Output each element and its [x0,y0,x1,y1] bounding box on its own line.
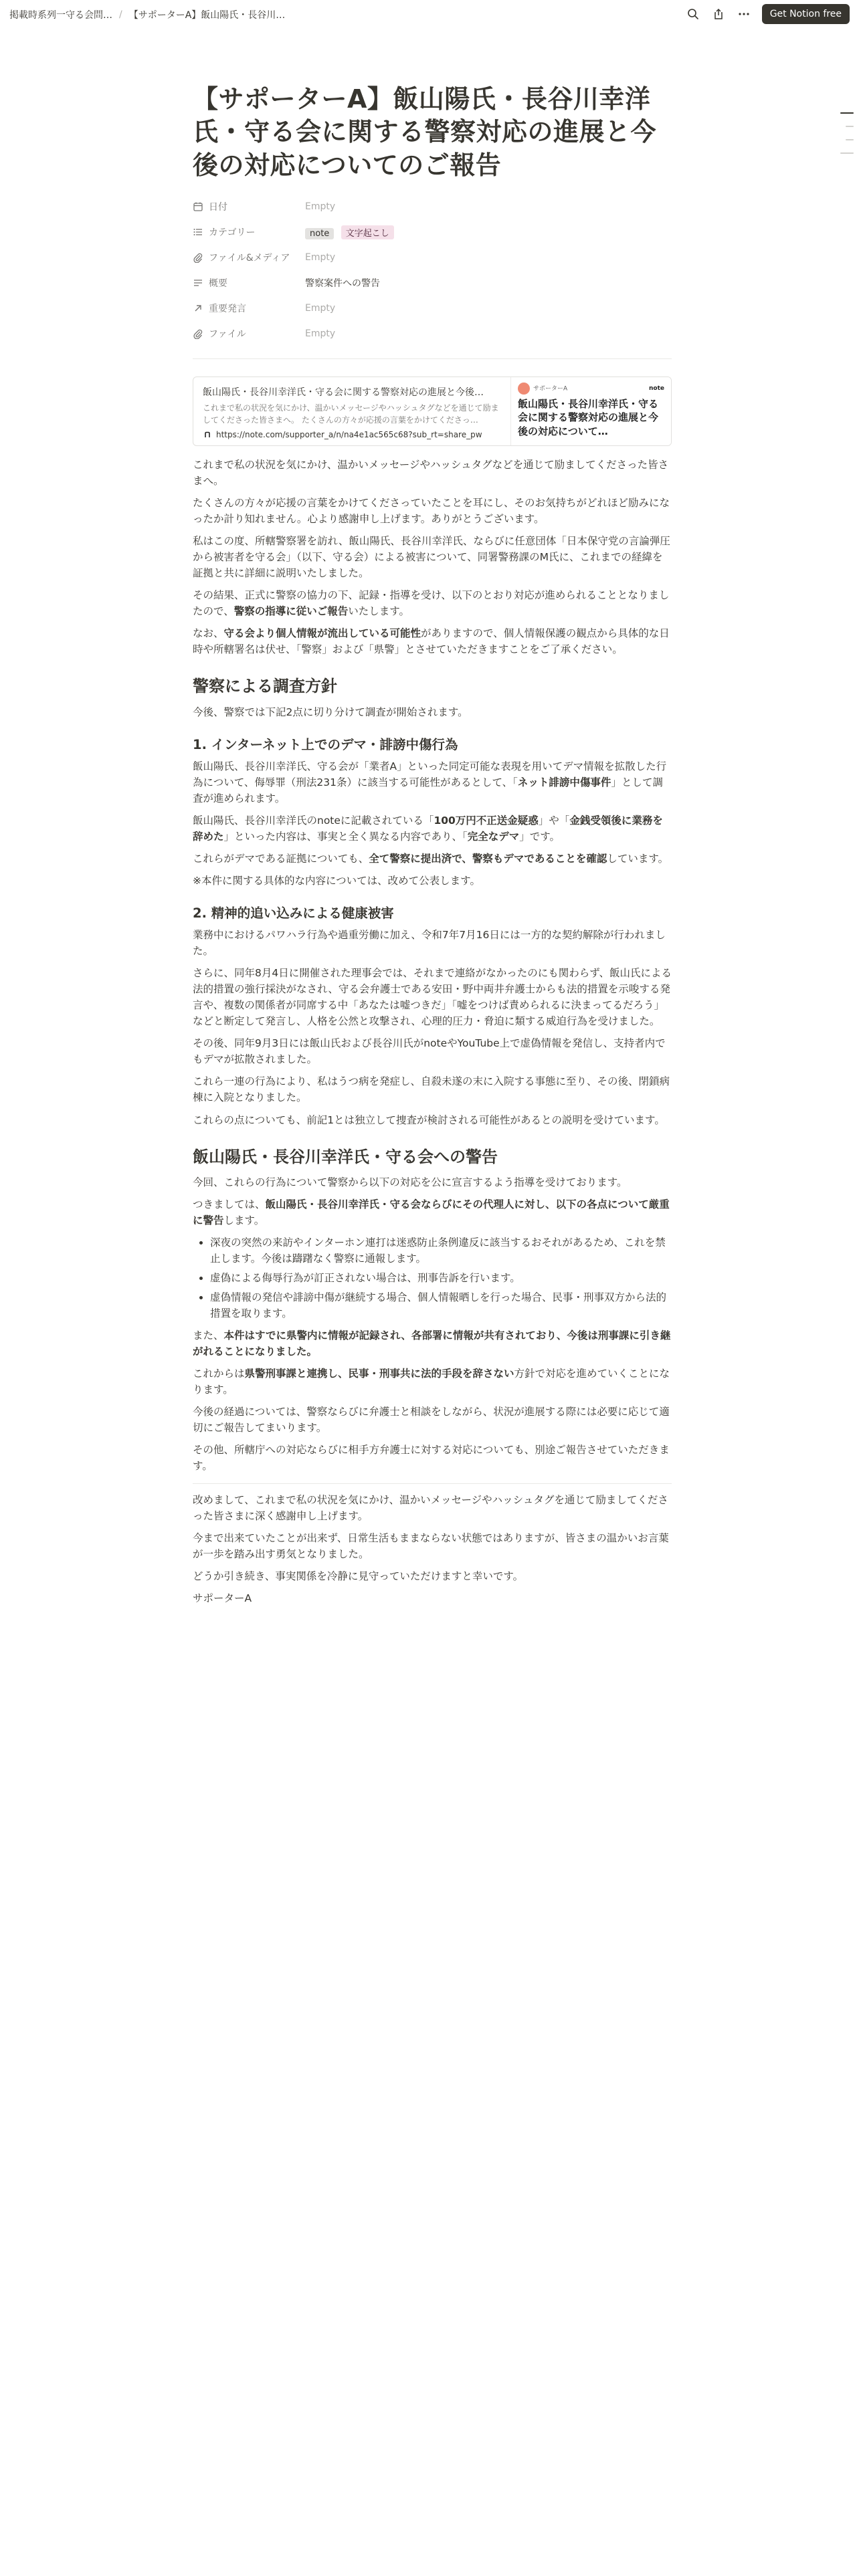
bookmark-url: https://note.com/supporter_a/n/na4e1ac565c68?sub_rt=share_pw [216,430,482,440]
bookmark-title: 飯山陽氏・長谷川幸洋氏・守る会に関する警察対応の進展と今後… [203,387,484,399]
property-label: ファイル [209,329,246,340]
paragraph: 今まで出来ていたことが出来ず、日常生活もままならない状態ではありますが、皆さまの温かいお言葉が一歩を踏み出す勇気となりました。 [193,1531,669,1560]
property-label: 日付 [209,202,227,213]
property-value: Empty [305,201,336,213]
paragraph: また、本件はすでに県警内に情報が記録され、各部署に情報が共有されており、今後は刑事課に引き継がれることになりました。 [193,1329,671,1358]
paragraph: その後、同年9月3日には飯山氏および長谷川氏がnoteやYouTube上で虚偽情報を発信し、支持者内でもデマが拡散されました。 [193,1037,666,1066]
property-files-media[interactable] [193,245,672,270]
calendar-icon [193,201,203,212]
property-label: 重要発言 [209,304,246,315]
list-item: • 虚偽情報の発信や誹謗中傷が継続する場合、個人情報晒しを行った場合、民事・刑事双方から法的措置を取ります。 [210,1289,672,1321]
paperclip-icon [193,252,203,263]
thumbnail-author: サポーターA [533,385,568,393]
more-icon[interactable] [734,4,754,24]
text-icon [193,278,203,288]
property-value: Empty [305,328,336,340]
page-content [193,83,672,1612]
bookmark-thumbnail [510,377,671,445]
paragraph: たくさんの方々が応援の言葉をかけてくださっていたことを耳にし、そのお気持ちがどれほど励みになったか計り知れません。心より感謝申し上げます。ありがとうございます。 [193,497,670,526]
note-logo: note [649,385,664,393]
warning-list [193,1235,672,1321]
list-icon [193,227,203,237]
paragraph: ※本件に関する具体的な内容については、改めて公表します。 [193,874,480,887]
paperclip-icon [193,328,203,339]
divider [193,1483,672,1484]
list-item: • 虚偽による侮辱行為が訂正されない場合は、刑事告訴を行います。 [210,1270,672,1286]
property-label: カテゴリー [209,227,256,239]
paragraph: 今回、これらの行為について警察から以下の対応を公に宣言するよう指導を受けております。 [193,1176,628,1188]
property-value: 警察案件への警告 [305,278,380,290]
paragraph: これらがデマである証拠についても、全て警察に提出済で、警察もデマであることを確認しています。 [193,852,669,865]
heading-investigation: 警察による調査方針 [193,677,337,696]
tag-transcription[interactable]: 文字起こし [341,225,394,239]
toc-marker[interactable] [846,126,854,127]
toc-marker[interactable] [840,152,854,154]
share-icon[interactable] [708,4,729,24]
paragraph: その結果、正式に警察の協力の下、記録・指導を受け、以下のとおり対応が進められることとなりましたので、警察の指導に従いご報告いたします。 [193,589,670,618]
get-notion-free-button[interactable]: Get Notion free [762,4,850,24]
tag-note[interactable]: note [305,228,334,239]
table-of-contents-minimap[interactable] [840,112,854,166]
heading-health-damage: 2. 精神的追い込みによる健康被害 [193,905,394,921]
property-summary[interactable] [193,270,672,296]
bookmark-card[interactable] [193,377,672,446]
top-bar [0,0,859,29]
arrow-up-right-icon [193,303,203,314]
paragraph: 私はこの度、所轄警察署を訪れ、飯山陽氏、長谷川幸洋氏、ならびに任意団体「日本保守党の言論弾圧から被害者を守る会」（以下、守る会）による被害について、同署警務課のM氏に、これまでの経緯を証拠と共に詳細に説明いたしました。 [193,535,670,580]
paragraph: 今後、警察では下記2点に切り分けて調査が開始されます。 [193,706,468,718]
property-important[interactable] [193,296,672,321]
paragraph: これまで私の状況を気にかけ、温かいメッセージやハッシュタグなどを通じて励ましてくださった皆さまへ。 [193,459,669,488]
search-icon[interactable] [683,4,703,24]
bookmark-description: これまで私の状況を気にかけ、温かいメッセージやハッシュタグなどを通じて励ましてくださった皆さまへ。 たくさんの方々が応援の言葉をかけてくださっ… [203,403,499,425]
paragraph: 業務中におけるパワハラ行為や過重労働に加え、令和7年7月16日には一方的な契約解除が行われました。 [193,929,666,958]
property-label: 概要 [209,278,227,290]
breadcrumb-current[interactable]: 【サポーターA】飯山陽氏・長谷川… [128,10,286,21]
property-value: Empty [305,303,336,314]
paragraph: これらの点についても、前記1とは独立して捜査が検討される可能性があるとの説明を受けています。 [193,1113,665,1126]
paragraph: どうか引き続き、事実関係を冷静に見守っていただけますと幸いです。 [193,1570,524,1583]
toc-marker[interactable] [846,139,854,140]
paragraph: これら一連の行為により、私はうつ病を発症し、自殺未遂の末に入院する事態に至り、その後、閉鎖病棟に入院となりました。 [193,1075,670,1104]
paragraph: つきましては、飯山陽氏・長谷川幸洋氏・守る会ならびにその代理人に対し、以下の各点について厳重に警告します。 [193,1198,670,1226]
signature: サポーターA [193,1592,252,1605]
paragraph: なお、守る会より個人情報が流出している可能性がありますので、個人情報保護の観点から具体的な日時や所轄署名は伏せ、「警察」および「県警」とさせていただきますことをご了承ください。 [193,627,670,656]
paragraph: 改めまして、これまで私の状況を気にかけ、温かいメッセージやハッシュタグを通じて励ましてくださった皆さまに深く感謝申し上げます。 [193,1493,668,1522]
paragraph: その他、所轄庁への対応ならびに相手方弁護士に対する対応についても、別途ご報告させていただきます。 [193,1443,670,1472]
heading-defamation: 1. インターネット上でのデマ・誹謗中傷行為 [193,736,458,752]
paragraph: 飯山陽氏、長谷川幸洋氏、守る会が「業者A」といった同定可能な表現を用いてデマ情報を拡散した行為について、侮辱罪（刑法231条）に該当する可能性があるとして、「ネット誹謗中傷事件」として調査が進められます。 [193,760,667,804]
divider [193,358,672,359]
note-favicon-icon [203,430,212,439]
top-actions [683,4,850,24]
property-date[interactable] [193,194,672,219]
thumbnail-title: 飯山陽氏・長谷川幸洋氏・守る会に関する警察対応の進展と今後の対応について… [518,398,659,437]
property-label: ファイル&メディア [209,253,290,264]
properties [193,194,672,346]
heading-warning: 飯山陽氏・長谷川幸洋氏・守る会への警告 [193,1147,498,1166]
paragraph: さらに、同年8月4日に開催された理事会では、それまで連絡がなかったのにも関わらず、飯山氏による法的措置の強行採決がなされ、守る会弁護士である安田・野中両井弁護士からも法的措置を示唆する発言や、複数の関係者が同席する中「あなたは嘘つきだ」「嘘をつけば責められるに決まってるだろう」などと断定して発言し、人格を公然と攻撃され、心理的圧力・脅迫に類する威迫行為を受けました。 [193,967,672,1028]
paragraph: 飯山陽氏、長谷川幸洋氏のnoteに記載されている「100万円不正送金疑惑」や「金銭受領後に業務を辞めた」といった内容は、事実と全く異なる内容であり、「完全なデマ」です。 [193,814,663,843]
breadcrumb-parent[interactable]: 掲載時系列一守る会問… [9,10,112,21]
page-title: 【サポーターA】飯山陽氏・長谷川幸洋氏・守る会に関する警察対応の進展と今後の対応についてのご報告 [193,84,657,180]
paragraph: これからは県警刑事課と連携し、民事・刑事共に法的手段を辞さない方針で対応を進めていくことになります。 [193,1367,670,1396]
author-avatar [518,383,530,395]
toc-marker[interactable] [840,112,854,114]
list-item: • 深夜の突然の来訪やインターホン連打は迷惑防止条例違反に該当するおそれがあるため、これを禁止します。今後は躊躇なく警察に通報します。 [210,1235,672,1267]
paragraph: 今後の経過については、警察ならびに弁護士と相談をしながら、状況が進展する際には必要に応じて適切にご報告してまいります。 [193,1405,670,1434]
property-category[interactable] [193,219,672,245]
property-value: Empty [305,252,336,263]
breadcrumb-separator: / [119,9,122,20]
property-file[interactable] [193,321,672,346]
